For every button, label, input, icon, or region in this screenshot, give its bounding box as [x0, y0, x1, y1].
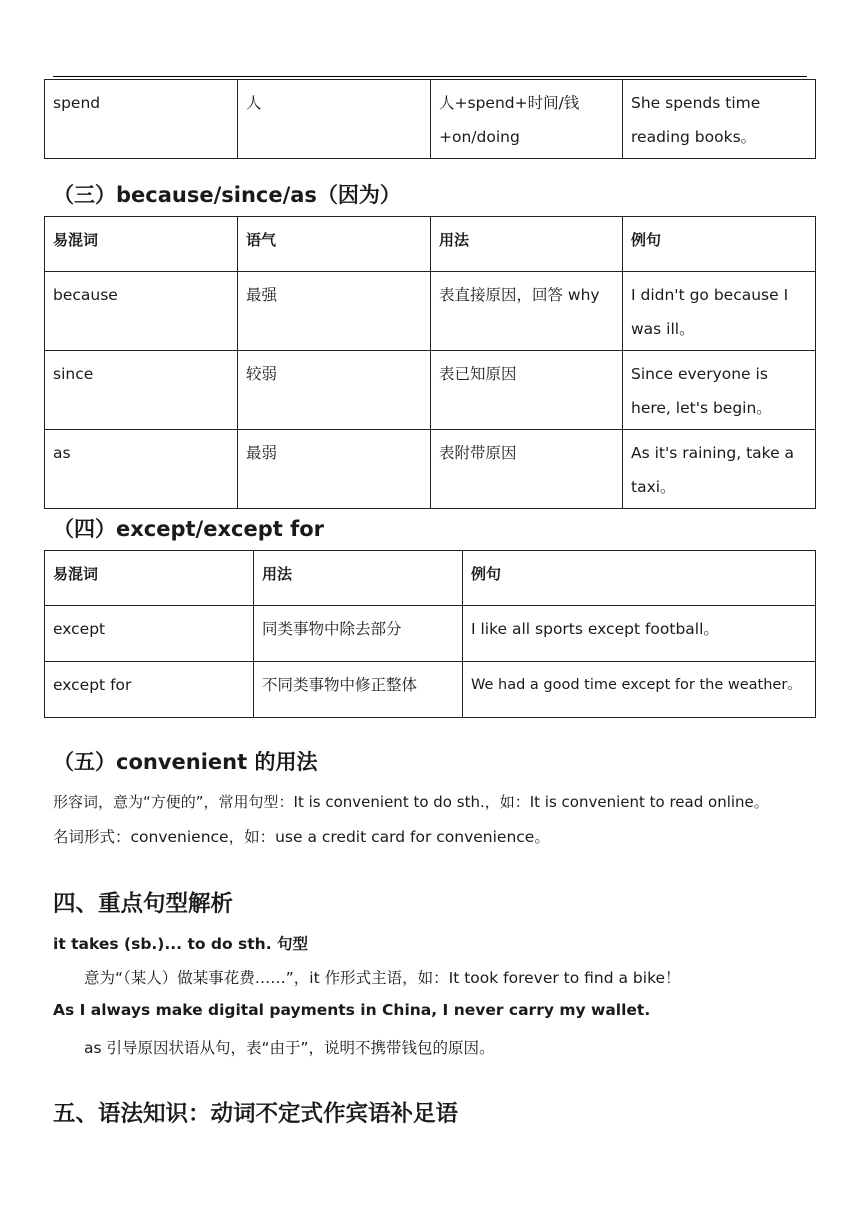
section-heading-sentences: 四、重点句型解析	[53, 891, 234, 917]
table-row	[45, 351, 816, 430]
table-row	[45, 606, 816, 662]
sentence-pattern: it takes (sb.)... to do sth. 句型	[53, 935, 309, 953]
body-text: 名词形式：convenience，如：use a credit card for convenience。	[53, 828, 550, 846]
table-row	[45, 272, 816, 351]
table-cell: except for	[45, 662, 254, 718]
table-row	[45, 662, 816, 718]
table-cell: She spends time reading books。	[623, 80, 816, 159]
table-cell: Since everyone is here, let's begin。	[623, 351, 816, 430]
table-cell: 人	[238, 80, 431, 159]
page-top-rule	[53, 76, 807, 77]
table-cell: 不同类事物中修正整体	[254, 662, 463, 718]
table-cell: 较弱	[238, 351, 431, 430]
table-cell: 人+spend+时间/钱+on/doing	[431, 80, 623, 159]
table-header-row	[45, 551, 816, 606]
column-header: 例句	[623, 217, 816, 272]
body-text: 形容词，意为“方便的”，常用句型：It is convenient to do sth.，如：It is convenient to read online。	[53, 793, 769, 811]
table-cell: 同类事物中除去部分	[254, 606, 463, 662]
body-text: 意为“（某人）做某事花费……”，it 作形式主语，如：It took forever to find a bike！	[84, 969, 681, 987]
section-heading-because: （三）because/since/as（因为）	[53, 183, 401, 207]
column-header: 例句	[463, 551, 816, 606]
table-row	[45, 80, 816, 159]
sentence-pattern: As I always make digital payments in China, I never carry my wallet.	[53, 1001, 651, 1019]
spend-table	[44, 79, 816, 159]
column-header: 易混词	[45, 217, 238, 272]
table-cell: since	[45, 351, 238, 430]
table-cell: 最强	[238, 272, 431, 351]
column-header: 用法	[254, 551, 463, 606]
table-cell: 最弱	[238, 430, 431, 509]
table-cell: I didn't go because I was ill。	[623, 272, 816, 351]
section-heading-grammar: 五、语法知识：动词不定式作宾语补足语	[53, 1101, 459, 1127]
table-row	[45, 430, 816, 509]
table-cell: 表直接原因，回答 why	[431, 272, 623, 351]
table-cell: as	[45, 430, 238, 509]
except-table	[44, 550, 816, 718]
body-text: as 引导原因状语从句，表“由于”，说明不携带钱包的原因。	[84, 1039, 495, 1057]
table-cell: 表已知原因	[431, 351, 623, 430]
table-cell: 表附带原因	[431, 430, 623, 509]
table-cell: because	[45, 272, 238, 351]
table-cell: We had a good time except for the weather。	[463, 662, 816, 718]
column-header: 易混词	[45, 551, 254, 606]
section-heading-except: （四）except/except for	[53, 517, 325, 541]
column-header: 语气	[238, 217, 431, 272]
because-table	[44, 216, 816, 509]
table-cell: As it's raining, take a taxi。	[623, 430, 816, 509]
table-cell: spend	[45, 80, 238, 159]
section-heading-convenient: （五）convenient 的用法	[53, 750, 318, 774]
table-cell: except	[45, 606, 254, 662]
column-header: 用法	[431, 217, 623, 272]
table-cell: I like all sports except football。	[463, 606, 816, 662]
table-header-row	[45, 217, 816, 272]
